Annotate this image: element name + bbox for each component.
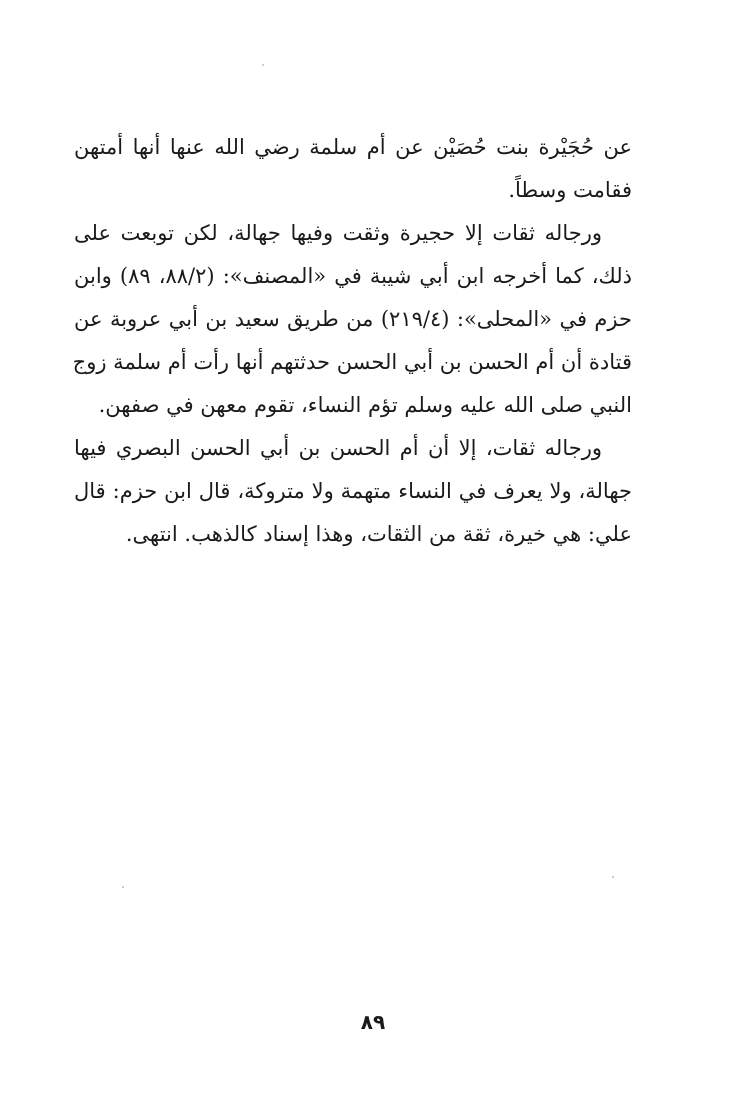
text-line: حزم في «المحلى»: (٢١٩/٤) من طريق سعيد بن أبي عروبة عن — [74, 307, 632, 331]
scan-speck — [122, 886, 124, 888]
text-line: ورجاله ثقات، إلا أن أم الحسن بن أبي الحسن البصري فيها — [74, 436, 602, 460]
text-line: ورجاله ثقات إلا حجيرة وثقت وفيها جهالة، لكن توبعت على — [74, 221, 602, 245]
text-line: ذلك، كما أخرجه ابن أبي شيبة في «المصنف»: (٨٨/٢، ٨٩) وابن — [74, 264, 632, 288]
body-text — [74, 126, 632, 556]
scan-speck — [262, 64, 264, 66]
text-line: النبي صلى الله عليه وسلم تؤم النساء، تقوم معهن في صفهن. — [98, 393, 632, 417]
page-number: ٨٩ — [360, 1010, 386, 1034]
scan-speck — [612, 876, 614, 878]
text-line: جهالة، ولا يعرف في النساء متهمة ولا متروكة، قال ابن حزم: قال — [74, 479, 632, 503]
text-line: عن حُجَيْرة بنت حُصَيْن عن أم سلمة رضي الله عنها أنها أمتهن — [74, 135, 632, 159]
text-line: قتادة أن أم الحسن بن أبي الحسن حدثتهم أنها رأت أم سلمة زوج — [72, 350, 632, 374]
text-line: فقامت وسطاً. — [508, 178, 632, 202]
text-line: علي: هي خيرة، ثقة من الثقات، وهذا إسناد كالذهب. انتهى. — [125, 522, 632, 546]
